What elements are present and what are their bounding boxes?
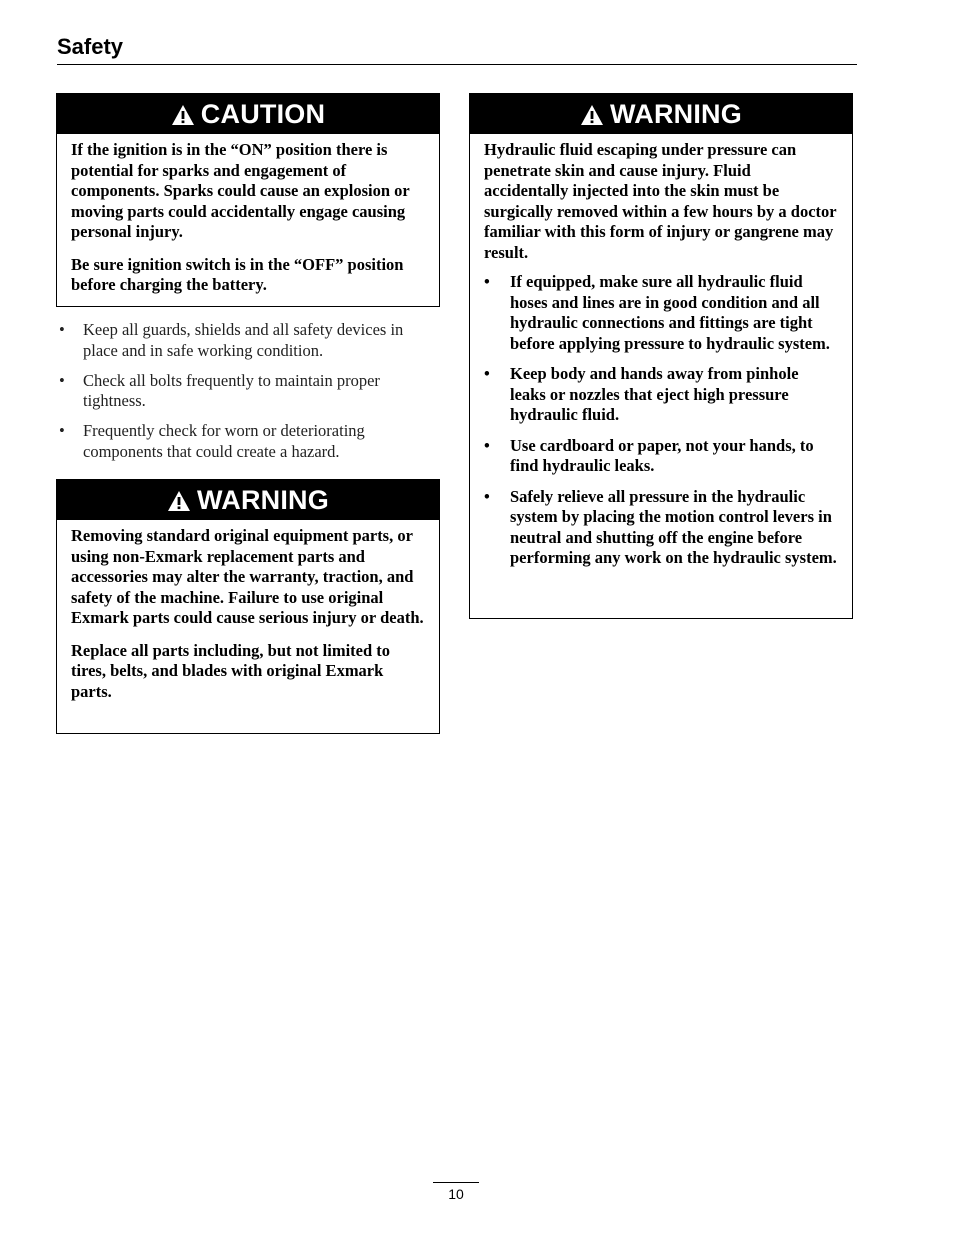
caution-box — [56, 93, 440, 307]
hydraulic-warning-box — [469, 93, 853, 619]
warning-header — [470, 94, 852, 134]
warning-paragraph: Removing standard original equipment parts, or using non-Exmark replacement parts and accessories may alter the warranty, traction, and safety of the machine. Failure to use original Exmark parts could cause serious injury or death. — [71, 526, 424, 627]
caution-header — [57, 94, 439, 134]
list-item-text: Frequently check for worn or deteriorating components that could create a hazard. — [83, 421, 365, 461]
bullet-glyph: • — [59, 320, 65, 339]
list-item — [57, 371, 437, 412]
warning-header — [57, 480, 439, 520]
caution-label: CAUTION — [200, 98, 326, 129]
caution-body — [57, 134, 439, 306]
footer-rule — [433, 1182, 479, 1183]
list-item-text: Keep body and hands away from pinhole leaks or nozzles that eject high pressure hydraulic fluid. — [510, 364, 799, 424]
title-rule — [57, 64, 857, 65]
warning-body — [57, 520, 439, 712]
bullet-glyph: • — [484, 364, 490, 383]
parts-warning-box — [56, 479, 440, 734]
warning-triangle-icon — [580, 104, 604, 126]
bullet-glyph: • — [59, 421, 65, 440]
list-item-text: Safely relieve all pressure in the hydraulic system by placing the motion control levers in neutral and shutting off the engine before performing any work on the hydraulic system. — [510, 486, 837, 567]
bullet-glyph: • — [484, 272, 490, 291]
section-title: Safety — [57, 34, 124, 59]
warning-label: WARNING — [197, 484, 329, 515]
warning-triangle-icon — [171, 104, 195, 126]
list-item — [57, 320, 437, 361]
bullet-glyph: • — [484, 435, 490, 455]
warning-paragraph: Replace all parts including, but not limited to tires, belts, and blades with original Exmark parts. — [71, 640, 391, 701]
list-item-text: If equipped, make sure all hydraulic fluid hoses and lines are in good condition and all hydraulic connections and fittings are tight before applying pressure to hydraulic system. — [510, 272, 830, 353]
safety-bullet-list — [57, 320, 437, 472]
list-item — [484, 364, 838, 426]
warning-triangle-icon — [167, 490, 191, 512]
bullet-glyph: • — [59, 370, 65, 390]
list-item — [57, 421, 437, 462]
list-item — [484, 487, 838, 569]
list-item — [484, 436, 838, 477]
warning-body — [470, 134, 852, 579]
warning-label: WARNING — [610, 98, 742, 129]
list-item — [484, 272, 838, 354]
caution-paragraph: Be sure ignition switch is in the “OFF” position before charging the battery. — [71, 254, 404, 294]
bullet-glyph: • — [484, 486, 490, 506]
caution-paragraph: If the ignition is in the “ON” position there is potential for sparks and engagement of components. Sparks could cause an explosion or moving parts could accidentally engage causing personal injury. — [71, 140, 410, 241]
list-item-text: Keep all guards, shields and all safety devices in place and in safe working condition. — [83, 320, 404, 360]
list-item-text: Check all bolts frequently to maintain proper tightness. — [83, 370, 380, 410]
warning-intro: Hydraulic fluid escaping under pressure can penetrate skin and cause injury. Fluid accidentally injected into the skin must be surgically removed within a few hours by a doctor familiar with this form of injury or gangrene may result. — [484, 140, 837, 262]
hydraulic-bullet-list — [484, 272, 838, 569]
page-number: 10 — [448, 1186, 464, 1202]
list-item-text: Use cardboard or paper, not your hands, to find hydraulic leaks. — [510, 435, 814, 475]
